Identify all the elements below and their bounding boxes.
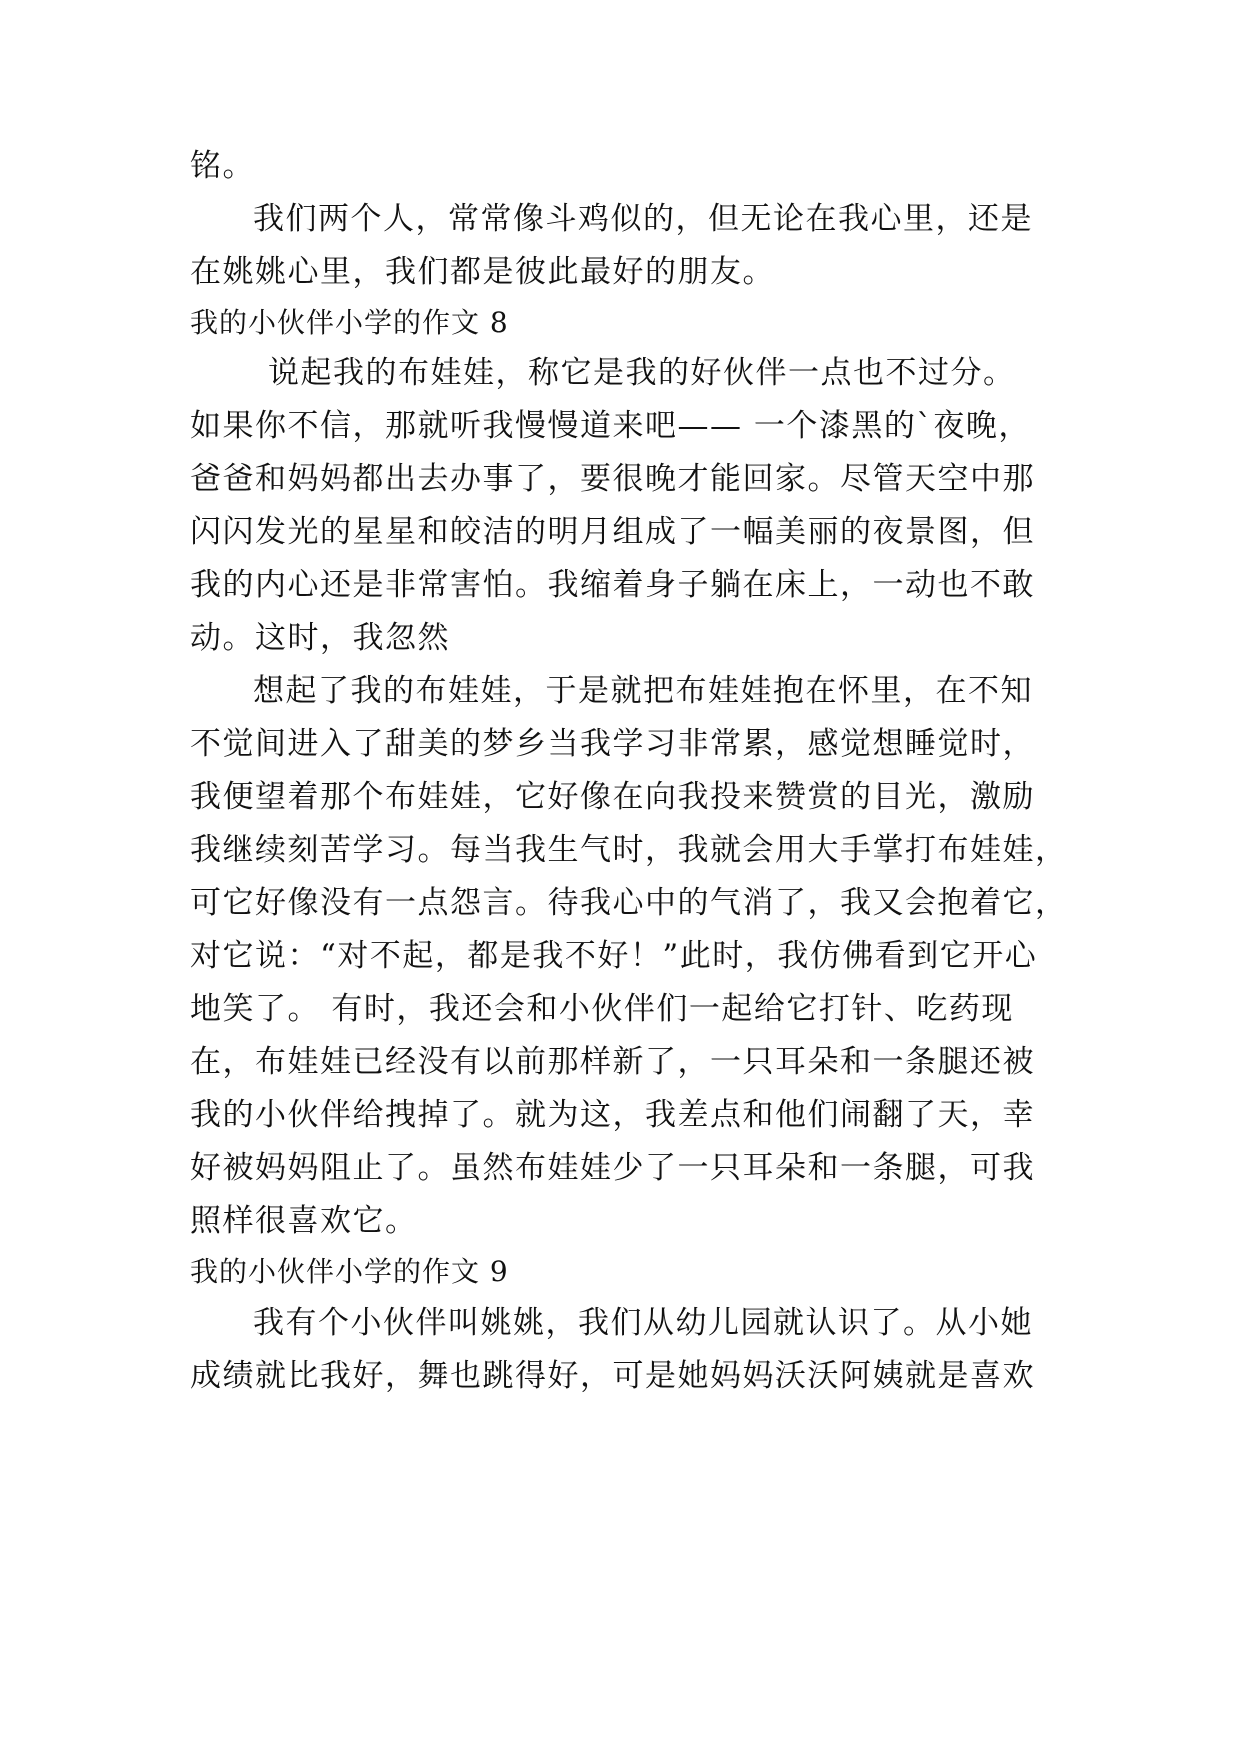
paragraph-first-line: 我们两个人，常常像斗鸡似的，但无论在我心里，还是: [253, 201, 1033, 237]
text-line: 地笑了。 有时，我还会和小伙伴们一起给它打针、吃药现: [190, 991, 1014, 1027]
paragraph-first-line: 我有个小伙伴叫姚姚，我们从幼儿园就认识了。从小她: [253, 1305, 1033, 1341]
text-line: 我便望着那个布娃娃，它好像在向我投来赞赏的目光，激励: [190, 779, 1035, 815]
text-line: 不觉间进入了甜美的梦乡当我学习非常累，感觉想睡觉时，: [190, 726, 1035, 762]
text-line: 铭。: [190, 148, 255, 184]
text-line: 在，布娃娃已经没有以前那样新了，一只耳朵和一条腿还被: [190, 1044, 1035, 1080]
paragraph-first-line: 想起了我的布娃娃，于是就把布娃娃抱在怀里，在不知: [253, 673, 1033, 709]
text-line: 我的小伙伴给拽掉了。就为这，我差点和他们闹翻了天，幸: [190, 1097, 1035, 1133]
text-line: 如果你不信，那就听我慢慢道来吧—— 一个漆黑的`夜晚，: [190, 408, 1031, 444]
text-line: 在姚姚心里，我们都是彼此最好的朋友。: [190, 254, 775, 290]
text-line: 动。这时，我忽然: [190, 620, 450, 656]
text-line: 照样很喜欢它。: [190, 1203, 418, 1239]
text-line: 成绩就比我好，舞也跳得好，可是她妈妈沃沃阿姨就是喜欢: [190, 1358, 1035, 1394]
text-line: 对它说：“对不起，都是我不好！”此时，我仿佛看到它开心: [190, 938, 1038, 974]
text-line: 可它好像没有一点怨言。待我心中的气消了，我又会抱着它，: [190, 885, 1068, 921]
text-line: 爸爸和妈妈都出去办事了，要很晚才能回家。尽管天空中那: [190, 461, 1035, 497]
text-line: 闪闪发光的星星和皎洁的明月组成了一幅美丽的夜景图，但: [190, 514, 1035, 550]
paragraph-first-line: 说起我的布娃娃，称它是我的好伙伴一点也不过分。: [268, 355, 1016, 391]
text-line: 我继续刻苦学习。每当我生气时，我就会用大手掌打布娃娃，: [190, 832, 1068, 868]
essay-8-title: 我的小伙伴小学的作文 8: [190, 306, 509, 339]
essay-9-title: 我的小伙伴小学的作文 9: [190, 1255, 509, 1288]
text-line: 我的内心还是非常害怕。我缩着身子躺在床上，一动也不敢: [190, 567, 1035, 603]
text-line: 好被妈妈阻止了。虽然布娃娃少了一只耳朵和一条腿，可我: [190, 1150, 1035, 1186]
